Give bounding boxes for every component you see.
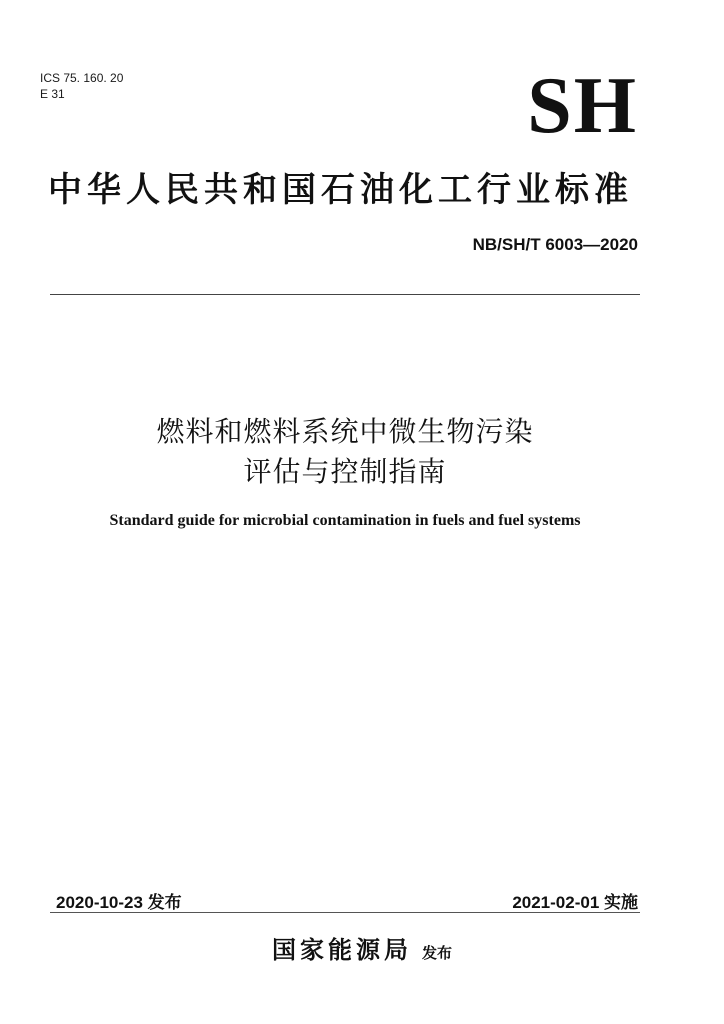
document-title-cn-line2: 评估与控制指南 — [243, 455, 447, 488]
document-title-en: Standard guide for microbial contamination in fuels and fuel systems — [109, 512, 581, 529]
standard-number: NB/SH/T 6003—2020 — [472, 235, 638, 254]
standard-category-title: 中华人民共和国石油化工行业标准 — [48, 170, 633, 210]
issuer — [0, 930, 724, 965]
document-title-cn — [50, 412, 640, 492]
footer-divider — [50, 912, 640, 913]
issue-date: 2020-10-23 发布 — [56, 893, 182, 912]
issuer-name: 国家能源局 — [271, 936, 412, 964]
sh-logo: SH — [527, 62, 638, 150]
ccs-code: E 31 — [40, 87, 65, 101]
issuer-action: 发布 — [421, 944, 452, 962]
ics-code: ICS 75. 160. 20 — [40, 71, 124, 85]
document-title-cn-line1: 燃料和燃料系统中微生物污染 — [156, 415, 534, 448]
classification-codes — [40, 70, 123, 102]
header-divider — [50, 294, 640, 295]
implementation-date: 2021-02-01 实施 — [512, 893, 638, 912]
